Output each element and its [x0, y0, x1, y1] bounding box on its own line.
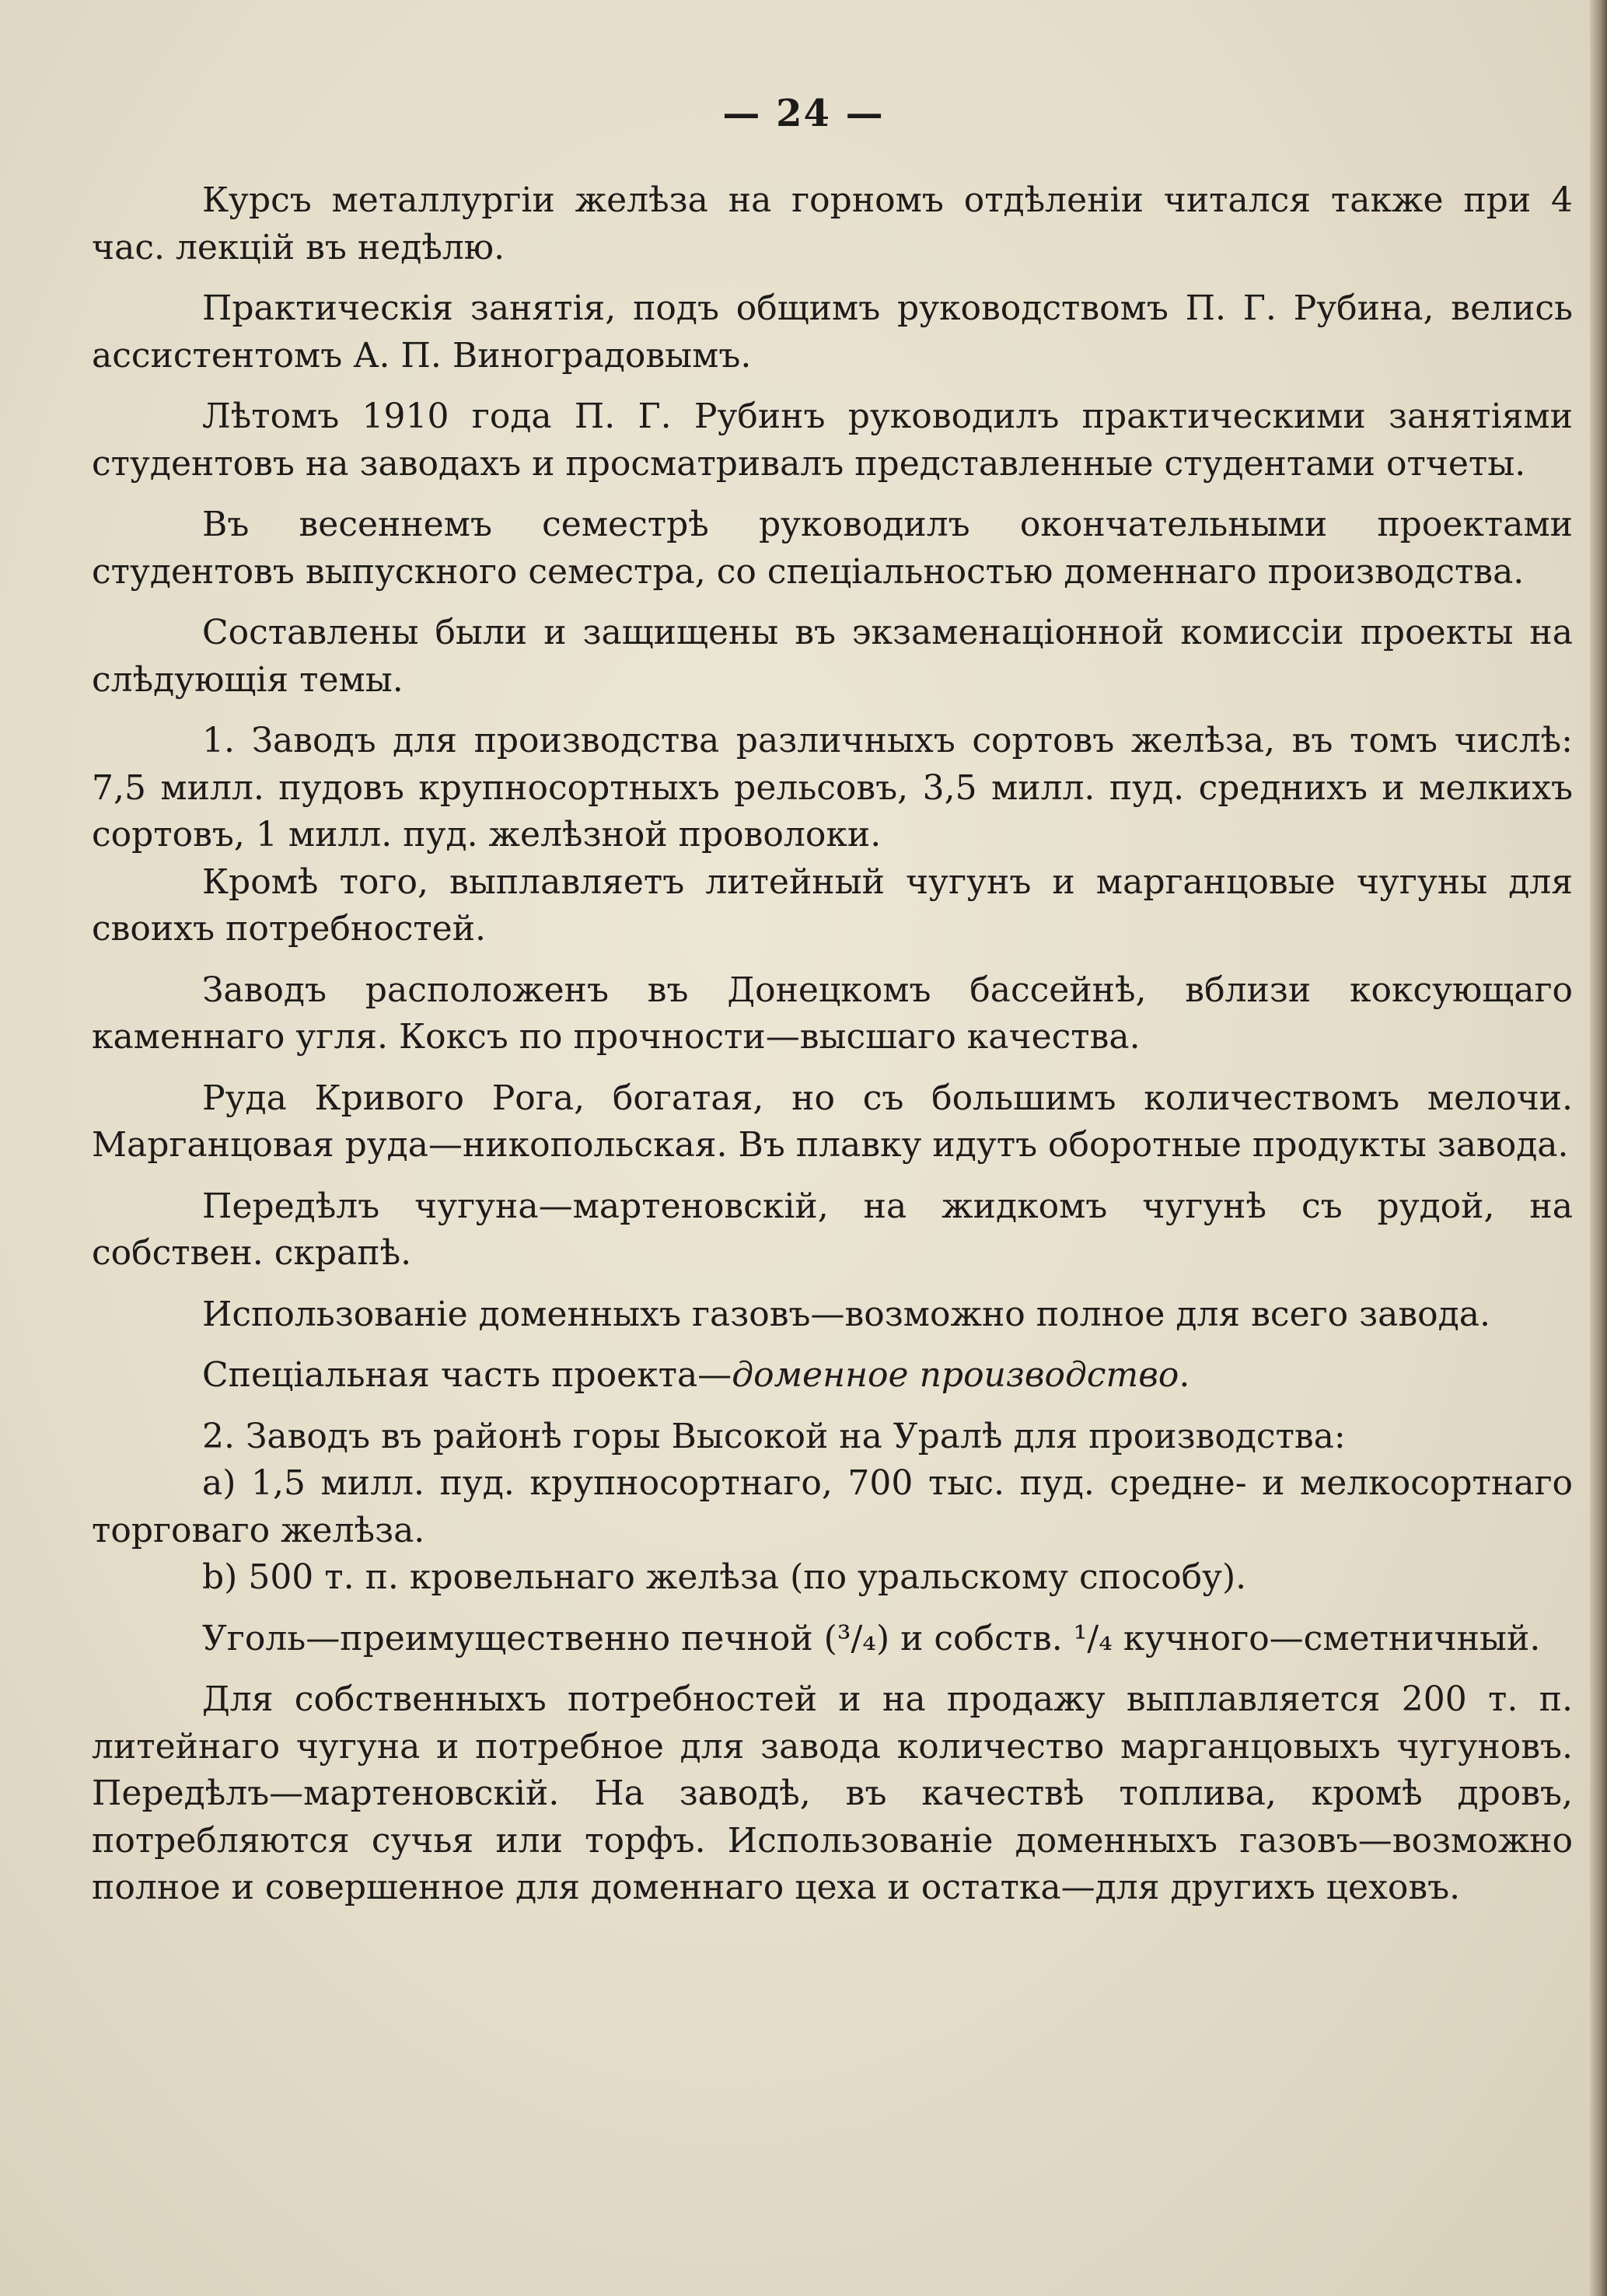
- paragraph-15: b) 500 т. п. кровельнаго желѣза (по уральскому способу).: [202, 1557, 1247, 1597]
- page-number: — 24 —: [722, 92, 885, 135]
- paragraph-4: Въ весеннемъ семестрѣ руководилъ окончательными проектами студентовъ выпускного семестра, со спецiальностью доменнаго производства.: [92, 505, 1573, 592]
- paragraph-14: а) 1,5 милл. пуд. крупносортнаго, 700 тыс. пуд. средне- и мелкосортнаго торговаго желѣза.: [92, 1463, 1573, 1550]
- paragraph-11: Использованiе доменныхъ газовъ—возможно полное для всего завода.: [202, 1294, 1490, 1334]
- paragraph-3: Лѣтомъ 1910 года П. Г. Рубинъ руководилъ практическими занятiями студентовъ на заводахъ и просматривалъ представленные студентами отчеты.: [92, 397, 1573, 484]
- paragraph-9: Руда Кривого Рога, богатая, но съ большимъ количествомъ мелочи. Марганцовая руда—никопольская. Въ плавку идутъ оборотные продукты завода.: [92, 1078, 1573, 1165]
- paragraph-13: 2. Заводъ въ районѣ горы Высокой на Уралѣ для производства:: [202, 1416, 1346, 1456]
- paragraph-6: 1. Заводъ для производства различныхъ сортовъ желѣза, въ томъ числѣ: 7,5 милл. пудовъ крупносортныхъ рельсовъ, 3,5 милл. пуд. среднихъ и мелкихъ сортовъ, 1 милл. пуд. желѣзной проволоки.: [92, 721, 1573, 854]
- paragraph-12-text: Спецiальная часть проекта—: [202, 1355, 732, 1395]
- page-edge-shadow: [1590, 0, 1607, 2296]
- paragraph-10: Передѣлъ чугуна—мартеновскiй, на жидкомъ чугунѣ съ рудой, на собствен. скрапѣ.: [92, 1186, 1573, 1273]
- paragraph-12-tail: .: [1179, 1355, 1190, 1395]
- paragraph-12: [92, 1352, 1573, 1400]
- paragraph-7: Кромѣ того, выплавляетъ литейный чугунъ и марганцовые чугуны для своихъ потребностей.: [92, 861, 1573, 949]
- body-text: [92, 177, 1573, 1926]
- paragraph-5: Составлены были и защищены въ экзаменацiонной комиссiи проекты на слѣдующiя темы.: [92, 613, 1573, 700]
- paragraph-16: Уголь—преимущественно печной (³/₄) и собств. ¹/₄ кучного—сметничный.: [202, 1618, 1541, 1658]
- paragraph-17: Для собственныхъ потребностей и на продажу выплавляется 200 т. п. литейнаго чугуна и потребное для завода количество марганцовыхъ чугуновъ. Передѣлъ—мартеновскiй. На заводѣ, въ качествѣ топлива, кромѣ дровъ, потребляются сучья или торфъ. Использованiе доменныхъ газовъ—возможно полное и совершенное для доменнаго цеха и остатка—для другихъ цеховъ.: [92, 1679, 1573, 1907]
- paragraph-12-emphasis: доменное производство: [732, 1355, 1179, 1395]
- paragraph-1: Курсъ металлургiи желѣза на горномъ отдѣленiи читался также при 4 час. лекцiй въ недѣлю.: [92, 180, 1573, 267]
- paragraph-8: Заводъ расположенъ въ Донецкомъ бассейнѣ, вблизи коксующаго каменнаго угля. Коксъ по прочности—высшаго качества.: [92, 970, 1573, 1057]
- paragraph-2: Практическiя занятiя, подъ общимъ руководствомъ П. Г. Рубина, велись ассистентомъ А. П. Виноградовымъ.: [92, 288, 1573, 376]
